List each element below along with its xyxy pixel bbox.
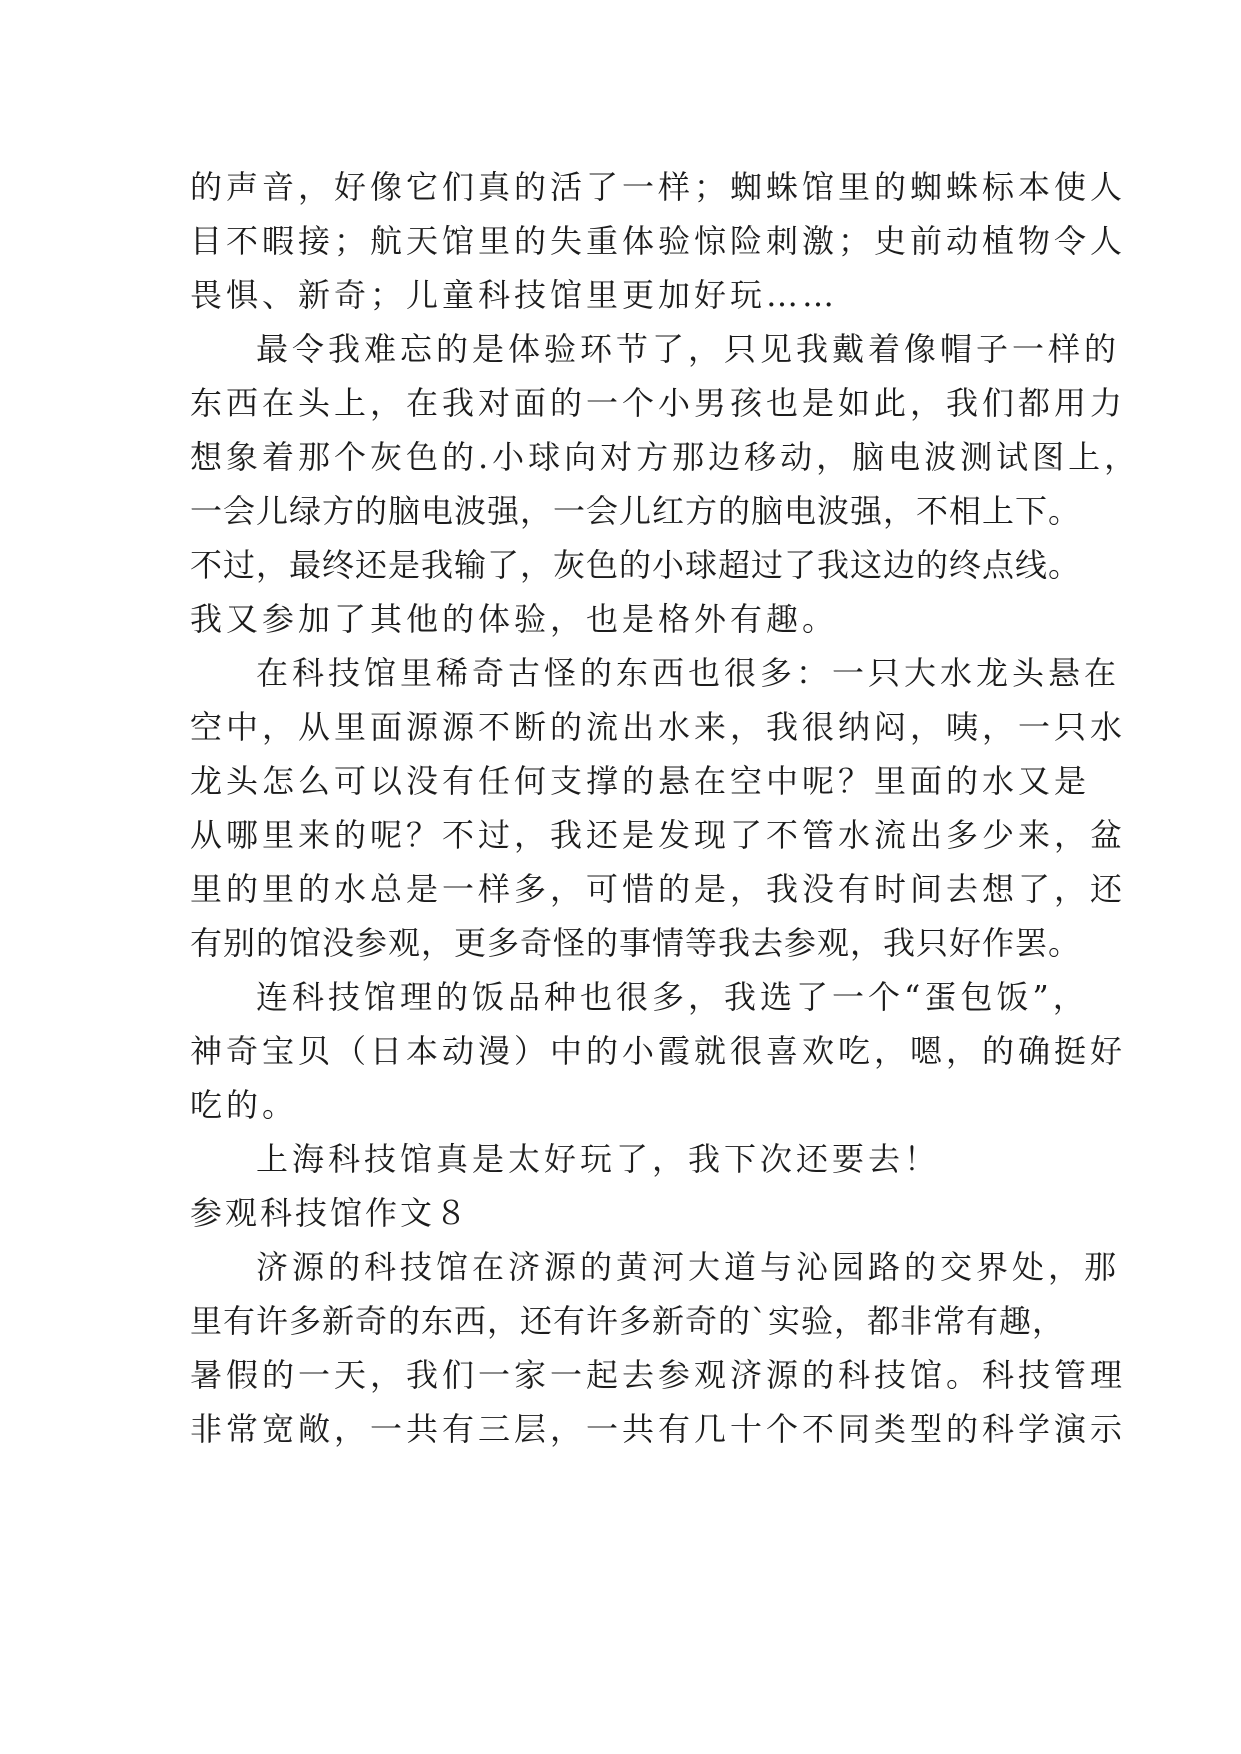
text-line: 不过，最终还是我输了，灰色的小球超过了我这边的终点线。 (190, 546, 1082, 584)
text-line: 想象着那个灰色的.小球向对方那边移动，脑电波测试图上， (190, 438, 1141, 476)
section-heading: 参观科技馆作文８ (190, 1194, 471, 1232)
paragraph-start-line: 上海科技馆真是太好玩了，我下次还要去！ (256, 1140, 941, 1178)
text-line: 有别的馆没参观，更多奇怪的事情等我去参观，我只好作罢。 (190, 924, 1082, 962)
text-line: 里的里的水总是一样多，可惜的是，我没有时间去想了，还 (190, 870, 1127, 908)
text-line: 空中，从里面源源不断的流出水来，我很纳闷，咦，一只水 (190, 708, 1127, 746)
text-line: 从哪里来的呢？不过，我还是发现了不管水流出多少来，盆 (190, 816, 1127, 854)
paragraph-start-line: 济源的科技馆在济源的黄河大道与沁园路的交界处，那 (256, 1248, 1121, 1286)
text-line: 里有许多新奇的东西，还有许多新奇的`实验，都非常有趣， (190, 1302, 1066, 1340)
text-line: 畏惧、新奇；儿童科技馆里更加好玩…… (190, 276, 839, 314)
text-line: 暑假的一天，我们一家一起去参观济源的科技馆。科技管理 (190, 1356, 1127, 1394)
paragraph-start-line: 连科技馆理的饭品种也很多，我选了一个“蛋包饭”， (256, 978, 1089, 1016)
text-line: 目不暇接；航天馆里的失重体验惊险刺激；史前动植物令人 (190, 222, 1127, 260)
text-line: 吃的。 (190, 1086, 299, 1124)
text-line: 的声音，好像它们真的活了一样；蜘蛛馆里的蜘蛛标本使人 (190, 168, 1127, 206)
text-line: 龙头怎么可以没有任何支撑的悬在空中呢？里面的水又是 (190, 762, 1091, 800)
text-line: 神奇宝贝（日本动漫）中的小霞就很喜欢吃，嗯，的确挺好 (190, 1032, 1127, 1070)
paragraph-start-line: 最令我难忘的是体验环节了，只见我戴着像帽子一样的 (256, 330, 1121, 368)
essay-body (190, 160, 1141, 1456)
text-line: 一会儿绿方的脑电波强，一会儿红方的脑电波强，不相上下。 (190, 492, 1082, 530)
paragraph-start-line: 在科技馆里稀奇古怪的东西也很多：一只大水龙头悬在 (256, 654, 1121, 692)
text-line: 非常宽敞，一共有三层，一共有几十个不同类型的科学演示 (190, 1410, 1127, 1448)
text-line: 我又参加了其他的体验，也是格外有趣。 (190, 600, 839, 638)
text-line: 东西在头上，在我对面的一个小男孩也是如此，我们都用力 (190, 384, 1127, 422)
